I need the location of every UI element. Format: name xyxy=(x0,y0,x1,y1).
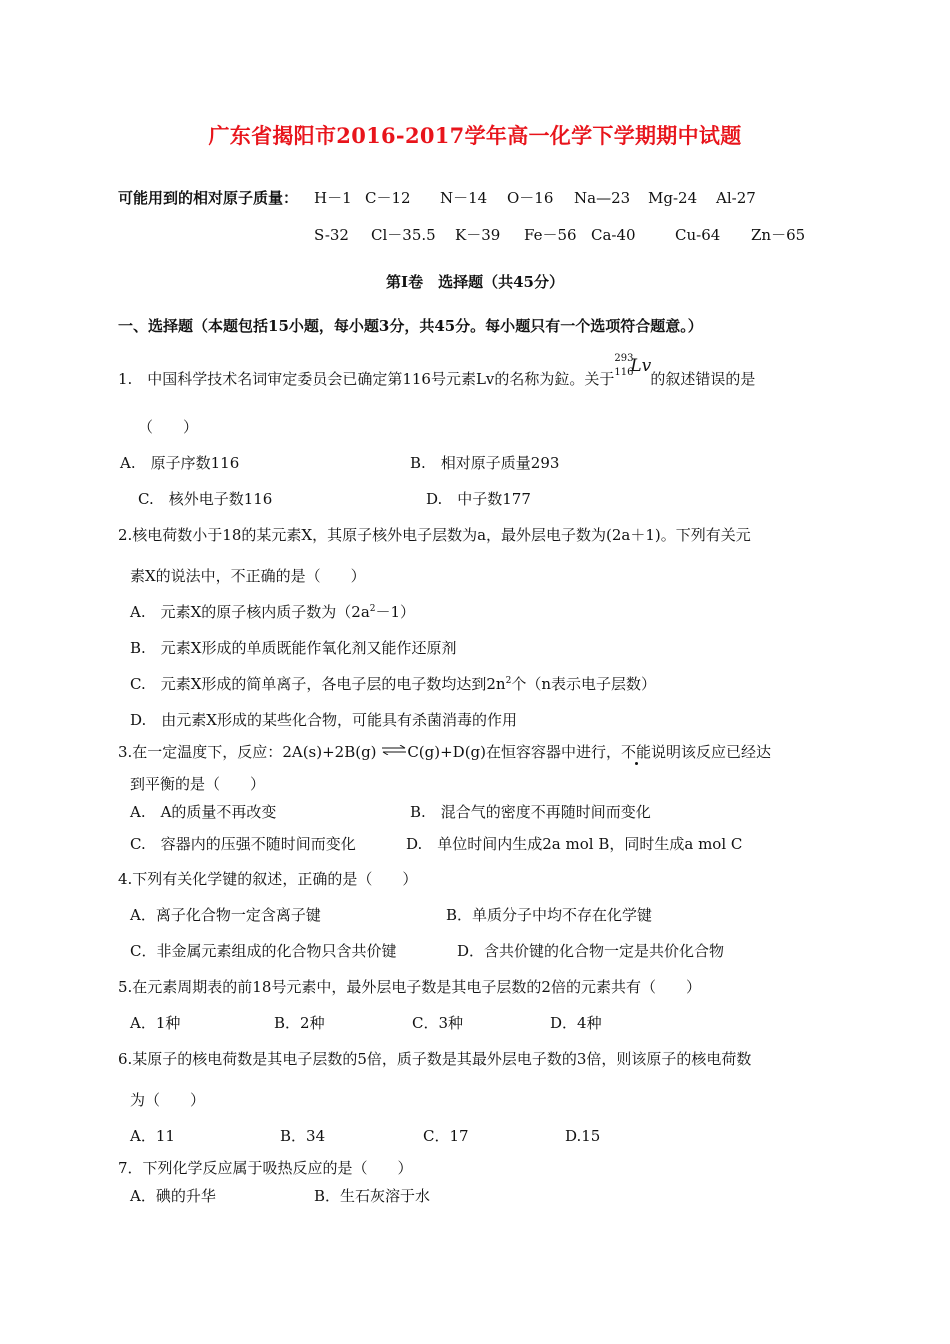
q7-stem: 7．下列化学反应属于吸热反应的是（ ） xyxy=(118,1159,413,1177)
q5-option-a: A．1种 xyxy=(130,1014,181,1032)
q1-option-a: A. 原子序数116 xyxy=(120,454,240,472)
atomic-mass-na: Na—23 xyxy=(574,189,631,207)
q3-option-b: B. 混合气的密度不再随时间而变化 xyxy=(410,803,651,821)
atomic-mass-h: H－1 xyxy=(314,189,352,207)
page-title: 广东省揭阳市2016-2017学年高一化学下学期期中试题 xyxy=(208,123,742,148)
q1-stem xyxy=(118,353,756,389)
q1-option-c: C. 核外电子数116 xyxy=(138,490,273,508)
atomic-mass-n: N－14 xyxy=(440,189,488,207)
q4-stem: 4.下列有关化学键的叙述，正确的是（ ） xyxy=(118,870,418,888)
q5-option-b: B．2种 xyxy=(274,1014,325,1032)
equilibrium-arrow-icon xyxy=(381,745,407,755)
q7-option-b: B．生石灰溶于水 xyxy=(314,1187,431,1205)
q6-option-a: A．11 xyxy=(130,1127,175,1145)
q1-stem-b: 的叙述错误的是 xyxy=(650,370,756,388)
q6-line1: 6.某原子的核电荷数是其电子层数的5倍，质子数是其最外层电子数的3倍，则该原子的核电荷数 xyxy=(118,1050,752,1068)
atomic-mass-cu: Cu-64 xyxy=(675,226,721,244)
q1-option-b: B. 相对原子质量293 xyxy=(410,454,560,472)
atomic-mass-k: K－39 xyxy=(455,226,501,244)
atomic-mass-c: C－12 xyxy=(365,189,411,207)
q6-line2: 为（ ） xyxy=(130,1091,206,1109)
q3-option-d: D. 单位时间内生成2a mol B，同时生成a mol C xyxy=(406,835,743,853)
q6-option-b: B．34 xyxy=(280,1127,326,1145)
q6-option-c: C．17 xyxy=(423,1127,469,1145)
q2-option-c: C. 元素X形成的简单离子，各电子层的电子数均达到$2n^2$个（n表示电子层数） xyxy=(130,675,657,693)
q1-option-d: D. 中子数177 xyxy=(426,490,531,508)
atomic-mass-label: 可能用到的相对原子质量： xyxy=(118,189,299,207)
atomic-mass-zn: Zn－65 xyxy=(751,226,806,244)
q2-option-d: D. 由元素X形成的某些化合物，可能具有杀菌消毒的作用 xyxy=(130,711,517,729)
q2-option-a: A. 元素X的原子核内质子数为$(2a^2-1)$ xyxy=(130,603,416,621)
q3-line2: 到平衡的是（ ） xyxy=(130,775,266,793)
atomic-mass-al: Al-27 xyxy=(716,189,756,207)
q1-stem-a: 1. 中国科学技术名词审定委员会已确定第116号元素Lv的名称为鉝。关于 xyxy=(118,370,615,388)
q4-option-a: A．离子化合物一定含离子键 xyxy=(130,906,321,924)
atomic-mass-s: S-32 xyxy=(314,226,349,244)
q5-option-d: D．4种 xyxy=(550,1014,602,1032)
section-title: 第Ⅰ卷 选择题（共45分） xyxy=(386,273,564,291)
lv-isotope-notation: 293 116 Lv xyxy=(614,353,652,378)
atomic-mass-o: O－16 xyxy=(507,189,554,207)
q4-option-d: D．含共价键的化合物一定是共价化合物 xyxy=(457,942,725,960)
q3-line1: 3.在一定温度下，反应：2A(s)+2B(g) C(g)+D(g)在恒容容器中进行，不能说明该反应已经达 xyxy=(118,743,772,761)
q3-option-a: A. A的质量不再改变 xyxy=(130,803,277,821)
q4-option-b: B．单质分子中均不存在化学键 xyxy=(446,906,653,924)
q5-stem: 5.在元素周期表的前18号元素中，最外层电子数是其电子层数的2倍的元素共有（ ） xyxy=(118,978,701,996)
q2-option-b: B. 元素X形成的单质既能作氧化剂又能作还原剂 xyxy=(130,639,457,657)
q2-line1: 2.核电荷数小于18的某元素X，其原子核外电子层数为a，最外层电子数为(2a＋1)。下列有关元 xyxy=(118,526,751,544)
part-heading: 一、选择题（本题包括15小题，每小题3分，共45分。每小题只有一个选项符合题意。） xyxy=(118,317,703,335)
atomic-mass-ca: Ca-40 xyxy=(591,226,636,244)
q5-option-c: C．3种 xyxy=(412,1014,464,1032)
atomic-mass-mg: Mg-24 xyxy=(648,189,698,207)
atomic-mass-cl: Cl－35.5 xyxy=(371,226,436,244)
q4-option-c: C．非金属元素组成的化合物只含共价键 xyxy=(130,942,397,960)
q3-option-c: C. 容器内的压强不随时间而变化 xyxy=(130,835,356,853)
q2-line2: 素X的说法中，不正确的是（ ） xyxy=(130,567,366,585)
q6-option-d: D.15 xyxy=(565,1127,601,1145)
q7-option-a: A．碘的升华 xyxy=(130,1187,216,1205)
q1-paren: （ ） xyxy=(138,418,199,436)
atomic-mass-fe: Fe－56 xyxy=(524,226,577,244)
emphasis-not: 不能 xyxy=(621,743,652,761)
